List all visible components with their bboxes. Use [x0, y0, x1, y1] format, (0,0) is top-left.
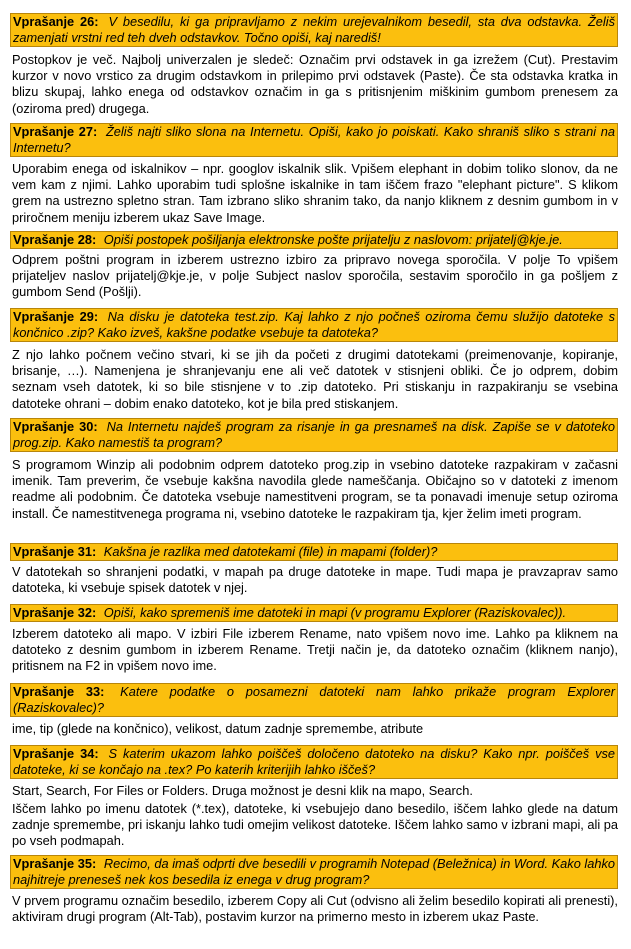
question-label: Vprašanje 34:: [13, 746, 99, 761]
question-box-29: [10, 308, 618, 342]
question-label: Vprašanje 30:: [13, 419, 98, 434]
question-box-35: [10, 855, 618, 889]
question-text: Želiš najti sliko slona na Internetu. Opiši, kako jo poiskati. Kako shraniš sliko s strani na Internetu?: [13, 124, 615, 155]
answer-text: Izberem datoteko ali mapo. V izbiri File izberem Rename, nato vpišem novo ime. Lahko pa kliknem na datoteko z desnim gumbom in izberem Rename. Tretji način je, da datoteko označim (kliknem nanjo), pritisnem na F2 in vpišem novo ime.: [12, 626, 618, 674]
question-box-34: [10, 745, 618, 779]
question-box-26: [10, 13, 618, 47]
answer-text: Odprem poštni program in izberem ustrezno izbiro za pripravo novega sporočila. V polje To vpišem prijateljev naslov prijatelj@kje.je, v polje Subject naslov sporočila, sestavim sporočilo in ga pošljem z gumbom Send (Pošlji).: [12, 252, 618, 300]
question-box-28: [10, 231, 618, 249]
question-text: Recimo, da imaš odprti dve besedili v programih Notepad (Beležnica) in Word. Kako lahko najhitreje preneseš nek kos besedila iz enega v drug program?: [13, 856, 615, 887]
question-text: Na disku je datoteka test.zip. Kaj lahko z njo počneš oziroma čemu služijo datoteke s končnico .zip? Kako izveš, kakšne podatke vsebuje ta datoteka?: [13, 309, 615, 340]
question-box-27: [10, 123, 618, 157]
question-label: Vprašanje 31:: [13, 544, 97, 559]
question-text: V besedilu, ki ga pripravljamo z nekim urejevalnikom besedil, sta dva odstavka. Želiš zamenjati vrstni red teh dveh odstavkov. Točno opiši, kaj narediš!: [13, 14, 615, 45]
question-text: Na Internetu najdeš program za risanje in ga presnameš na disk. Zapiše se v datoteko prog.zip. Kako namestiš ta program?: [13, 419, 615, 450]
answer-text: Start, Search, For Files or Folders. Druga možnost je desni klik na mapo, Search.: [12, 783, 473, 798]
question-text: Katere podatke o posamezni datoteki nam lahko prikaže program Explorer (Raziskovalec)?: [13, 684, 615, 715]
answer-text: Postopkov je več. Najbolj univerzalen je sledeč: Označim prvi odstavek in ga izrežem (Cut). Prestavim kurzor v novo vrstico za drugim odstavkom in prilepimo prvi odstavek (Paste). Če sta odstavka kratka in blizu skupaj, lahko enega od odstavkov označim in ga s pritisnjenim miškinim gumbom prenesem za (oziroma pred) drugega.: [12, 52, 618, 116]
question-label: Vprašanje 32:: [13, 605, 97, 620]
question-text: S katerim ukazom lahko poiščeš določeno datoteko na disku? Kako npr. poiščeš vse datoteke, ki se končajo na .tex? Po katerih kriterijih lahko iščeš?: [13, 746, 615, 777]
question-box-33: [10, 683, 618, 717]
question-box-30: [10, 418, 618, 452]
question-label: Vprašanje 33:: [13, 684, 105, 699]
answer-text: Uporabim enega od iskalnikov – npr. googlov iskalnik slik. Vpišem elephant in dobim toliko slonov, da ne vem kam z njimi. Lahko uporabim tudi splošne iskalnike in tam iščem frazo "elephant picture". S klikom grem na ustrezno spletno stran. Tam izbrano sliko shranim tako, da nanjo kliknem z desnim gumbom in v priročnem meniju izberem ukaz Save Image.: [12, 161, 618, 225]
question-text: Kakšna je razlika med datotekami (file) in mapami (folder)?: [103, 544, 438, 559]
question-label: Vprašanje 29:: [13, 309, 99, 324]
question-label: Vprašanje 28:: [13, 232, 97, 247]
question-text: Opiši postopek pošiljanja elektronske pošte prijatelju z naslovom: prijatelj@kje.je.: [103, 232, 563, 247]
question-box-31: [10, 543, 618, 561]
question-label: Vprašanje 35:: [13, 856, 97, 871]
question-box-32: [10, 604, 618, 622]
answer-text: ime, tip (glede na končnico), velikost, datum zadnje spremembe, atribute: [12, 721, 424, 736]
answer-text: S programom Winzip ali podobnim odprem datoteko prog.zip in vsebino datoteke razpakiram v začasni imenik. Tam preverim, če vsebuje kakšna navodila glede nameščanja. Običajno so v datoteki z imenom readme ali podobnim. Če datoteka vsebuje namestitveni program, se ta ponavadi imenuje setup oziroma install. Če namestitvenega programa ni, vsebino datoteke le razpakiram tja, kjer želim imeti program.: [12, 457, 618, 521]
answer-text: Iščem lahko po imenu datotek (*.tex), datoteke, ki vsebujejo dano besedilo, iščem lahko glede na datum zadnje spremembe, pri iskanju lahko tudi omejim velikost datoteke. Iščem lahko samo v izbrani mapi, ali pa po vseh podmapah.: [12, 801, 618, 849]
question-label: Vprašanje 27:: [13, 124, 98, 139]
question-label: Vprašanje 26:: [13, 14, 99, 29]
answer-text: V datotekah so shranjeni podatki, v mapah pa druge datoteke in mape. Tudi mapa je pravzaprav samo datoteka, ki vsebuje spisek datotek v njej.: [12, 564, 618, 596]
answer-text: V prvem programu označim besedilo, izberem Copy ali Cut (odvisno ali želim besedilo kopirati ali prenesti), aktiviram drugi program (Alt-Tab), postavim kurzor na primerno mesto in izberem ukaz Paste.: [12, 893, 618, 925]
question-text: Opiši, kako spremeniš ime datoteki in mapi (v programu Explorer (Raziskovalec)).: [103, 605, 567, 620]
answer-text: Z njo lahko počnem večino stvari, ki se jih da početi z drugimi datotekami (preimenovanje, kopiranje, brisanje, …). Namenjena je shranjevanju ene ali več datotek v stisnjeni obliki. Če jo odprem, dobim seznam vseh datotek, ki so bile stisnjene v to .zip datoteko. Pri stiskanju in razpakiranju se vsebina datoteke ohrani – dobim enako datoteko, kot je bila pred stiskanjem.: [12, 347, 618, 411]
